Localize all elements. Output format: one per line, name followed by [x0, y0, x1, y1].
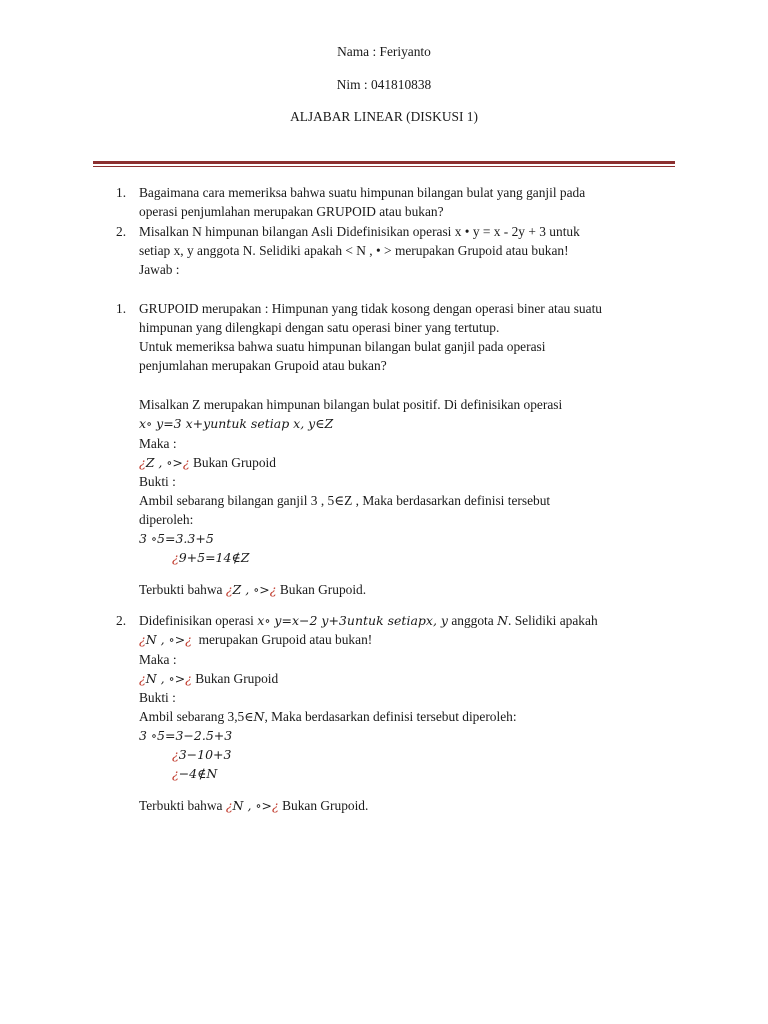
selidiki-text: . Selidiki apakah [508, 613, 598, 628]
answer-1-maka: Maka : [139, 436, 177, 451]
answer-1-misalkan: Misalkan Z merupakan himpunan bilangan bulat positif. Di definisikan operasi [139, 397, 563, 412]
answer-2-line-2 [139, 630, 372, 649]
answer-1-calc-1: 3 ∘5=3.3+5 [139, 531, 214, 546]
bracket-glyph: ¿ [172, 550, 179, 565]
answer-1-claim [139, 453, 276, 472]
conclusion-set: Z , ∘> [232, 582, 270, 597]
bracket-glyph: ¿ [172, 766, 179, 781]
answer-1-operation: x∘ y=3 x+yuntuk setiap x, y∈Z [139, 416, 334, 431]
question-2-line-2: setiap x, y anggota N. Selidiki apakah < N , • > merupakan Grupoid atau bukan! [139, 243, 569, 258]
bracket-glyph: ¿ [185, 632, 192, 647]
set-n: N [497, 613, 509, 628]
bracket-glyph: ¿ [139, 671, 146, 686]
calc-expression: −4∉N [178, 766, 218, 781]
ambil-math: ∈N [244, 709, 265, 724]
operation-prefix: Didefinisikan operasi [139, 613, 254, 628]
student-name: Nama : Feriyanto [337, 44, 431, 59]
student-nim: Nim : 041810838 [336, 77, 432, 92]
bracket-glyph: ¿ [225, 798, 233, 813]
operation-formula: x∘ y=x−2 y+3untuk setiapx, y [257, 613, 448, 628]
answer-2-maka: Maka : [139, 652, 177, 667]
question-1-number: 1. [116, 185, 127, 200]
bracket-glyph: ¿ [272, 798, 279, 813]
conclusion-prefix: Terbukti bahwa [139, 798, 223, 813]
answer-1-number: 1. [116, 301, 127, 316]
bracket-glyph: ¿ [139, 632, 146, 647]
conclusion-suffix: Bukan Grupoid. [279, 582, 367, 597]
answer-2-line-1 [139, 611, 598, 630]
answer-2-calc-2 [172, 745, 231, 764]
question-1-line-1: Bagaimana cara memeriksa bahwa suatu himpunan bilangan bulat yang ganjil pada [139, 185, 586, 200]
claim-set: Z , ∘> [145, 455, 183, 470]
header-divider-thin [93, 166, 675, 167]
bracket-glyph: ¿ [139, 455, 146, 470]
bracket-glyph: ¿ [225, 582, 233, 597]
answer-1-conclusion [139, 580, 366, 599]
answer-1-ambil: Ambil sebarang bilangan ganjil 3 , 5∈Z , Maka berdasarkan definisi tersebut [139, 493, 551, 508]
answer-2-claim [139, 669, 278, 688]
answer-2-ambil [139, 707, 517, 726]
line-2-text: merupakan Grupoid atau bukan! [198, 632, 373, 647]
question-2-number: 2. [116, 224, 127, 239]
answer-1-intro-3: Untuk memeriksa bahwa suatu himpunan bilangan bulat ganjil pada operasi [139, 339, 546, 354]
claim-set: N , ∘> [145, 671, 186, 686]
claim-text: Bukan Grupoid [195, 671, 279, 686]
answer-2-number: 2. [116, 613, 127, 628]
answer-1-bukti: Bukti : [139, 474, 176, 489]
answer-label: Jawab : [139, 262, 180, 277]
conclusion-set: N , ∘> [232, 798, 272, 813]
bracket-glyph: ¿ [182, 455, 190, 470]
question-2-line-1: Misalkan N himpunan bilangan Asli Didefinisikan operasi x • y = x - 2y + 3 untuk [139, 224, 580, 239]
conclusion-suffix: Bukan Grupoid. [282, 798, 369, 813]
ambil-prefix: Ambil sebarang 3,5 [139, 709, 245, 724]
calc-expression: 3−10+3 [178, 747, 232, 762]
bracket-glyph: ¿ [172, 747, 179, 762]
answer-1-calc-2 [172, 548, 249, 567]
claim-text: Bukan Grupoid [192, 455, 276, 470]
calc-expression: 9+5=14∉Z [178, 550, 250, 565]
answer-1-diperoleh: diperoleh: [139, 512, 194, 527]
question-1-line-2: operasi penjumlahan merupakan GRUPOID atau bukan? [139, 204, 444, 219]
answer-2-bukti: Bukti : [139, 690, 176, 705]
answer-2-calc-1: 3 ∘5=3−2.5+3 [139, 728, 233, 743]
bracket-glyph: ¿ [269, 582, 277, 597]
answer-1-intro-2: himpunan yang dilengkapi dengan satu operasi biner yang tertutup. [139, 320, 500, 335]
conclusion-prefix: Terbukti bahwa [139, 582, 223, 597]
answer-2-calc-3 [172, 764, 217, 783]
bracket-glyph: ¿ [185, 671, 192, 686]
header-divider-thick [93, 161, 675, 164]
groupoid-set: N , ∘> [145, 632, 186, 647]
ambil-suffix: , Maka berdasarkan definisi tersebut diperoleh: [264, 709, 517, 724]
answer-2-conclusion [139, 796, 368, 815]
answer-1-intro-4: penjumlahan merupakan Grupoid atau bukan? [139, 358, 387, 373]
answer-1-intro-1: GRUPOID merupakan : Himpunan yang tidak kosong dengan operasi biner atau suatu [139, 301, 602, 316]
document-title: ALJABAR LINEAR (DISKUSI 1) [290, 109, 478, 124]
anggota-text: anggota [451, 613, 494, 628]
